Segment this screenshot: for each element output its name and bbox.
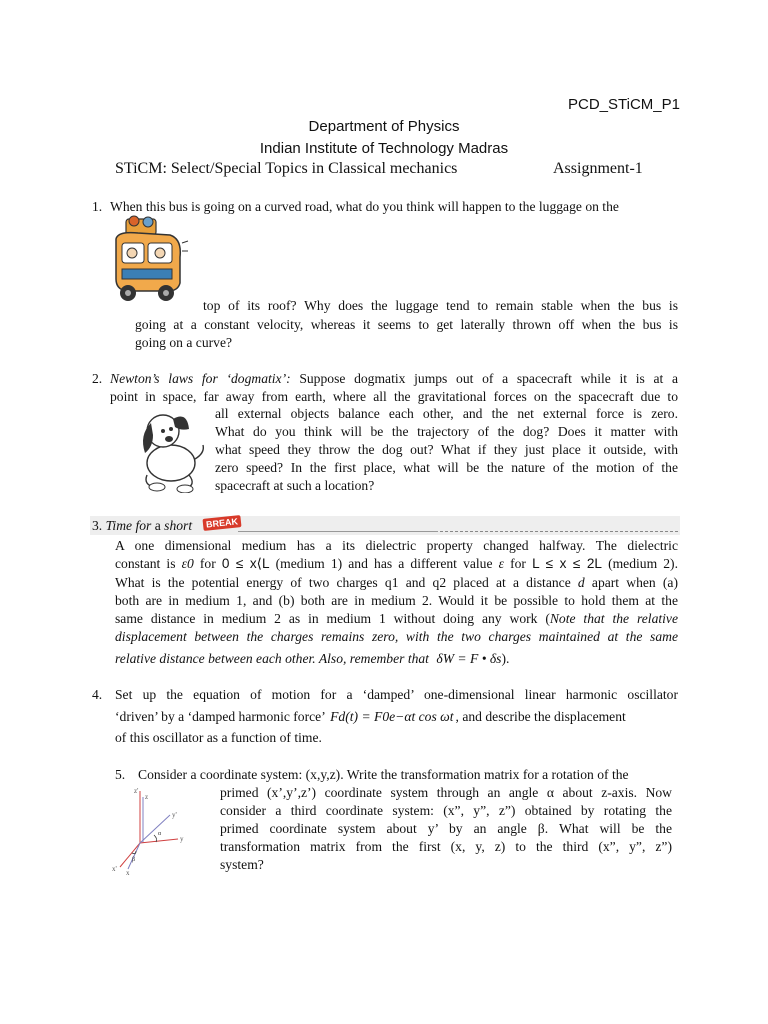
axis-label-x-prime: x': [112, 865, 117, 873]
q3-line4: both are in medium 1, and (b) both are in medium 2. Would it be possible to hold them at the: [115, 593, 678, 608]
axis-label-y: y: [180, 835, 184, 843]
driving-force-formula: Fd(t) = F0e−αt cos ωt: [330, 709, 454, 724]
angle-label-alpha: α: [158, 831, 162, 837]
q4-line1: Set up the equation of motion for a ‘damped’ one-dimensional linear harmonic oscillator: [115, 687, 678, 702]
q2-line1: [110, 370, 678, 388]
axis-label-z: z: [145, 793, 149, 801]
q3-time-for: Time for: [105, 518, 152, 533]
q5-line2: primed (x’,y’,z’) coordinate system through an angle α about z-axis. Now: [220, 785, 672, 800]
q1-line3: going at a constant velocity, whereas it seems to get laterally thrown off when the bus is: [135, 317, 678, 332]
epsilon-zero: ε0: [181, 556, 194, 571]
q5-line5: transformation matrix from the first (x, y, z) to the third (x”, y”, z”): [220, 839, 672, 854]
q1-line4: going on a curve?: [135, 335, 233, 350]
q5-line1: Consider a coordinate system: (x,y,z). Write the transformation matrix for a rotation of the: [138, 767, 629, 782]
q3-heading: [92, 517, 192, 535]
q3-line7-b: ).: [501, 651, 510, 666]
epsilon: ε: [498, 556, 504, 571]
q2-line6: zero speed? In the first place, what will be the nature of the motion of the: [215, 460, 678, 475]
course-title: STiCM: Select/Special Topics in Classical mechanics: [115, 160, 458, 177]
q3-line7-a: relative distance between each other. Also, remember that: [115, 651, 433, 666]
q3-line2-e: (medium 2).: [601, 556, 678, 571]
q3-line3-a: What is the potential energy of two charges q1 and q2 placed at a distance: [115, 575, 578, 590]
q4-line3: of this oscillator as a function of time.: [115, 730, 322, 745]
q3-rule-dashed: [440, 531, 678, 532]
axis-label-x: x: [126, 869, 130, 875]
q4-line2: [115, 708, 678, 726]
q2-line2: point in space, far away from earth, where all the gravitational forces on the spacecraft due to: [110, 389, 678, 404]
q3-line5-b: Note that the relative: [549, 611, 678, 626]
break-badge: BREAK: [202, 515, 241, 531]
q3-short: short: [164, 518, 193, 533]
q1-line2: top of its roof? Why does the luggage tend to remain stable when the bus is: [203, 298, 678, 313]
q2-line3: all external objects balance each other, and the net external force is zero.: [215, 406, 678, 421]
q5-line6: system?: [220, 857, 264, 872]
q3-line3-b: apart when (a): [584, 575, 678, 590]
q3-line6: displacement between the charges remains zero, with the two charges maintained at the same: [115, 629, 678, 644]
axis-label-y-prime: y': [172, 811, 177, 819]
q4-line2-b: , and describe the displacement: [455, 709, 626, 724]
department-title: Department of Physics: [308, 118, 460, 135]
axis-label-z-prime: z': [134, 787, 139, 795]
q2-line5: what speed they throw the dog out? What if they just place it outside, with: [215, 442, 678, 457]
q5-line4: primed coordinate system about y’ by an angle β. What will be the: [220, 821, 672, 836]
q3-line3: [115, 574, 678, 592]
q2-title: Newton’s laws for ‘dogmatix’:: [110, 371, 291, 386]
distance-d: d: [577, 575, 585, 590]
doc-code: PCD_STiCM_P1: [568, 96, 680, 113]
q3-line1: A one dimensional medium has a its dielectric property changed halfway. The dielectric: [115, 538, 678, 553]
q4-line2-a: ‘driven’ by a ‘damped harmonic force’: [115, 709, 329, 724]
q3-line2-c: (medium 1) and has a different value: [269, 556, 499, 571]
q3-line2-d: for: [503, 556, 533, 571]
angle-label-beta: β: [132, 857, 136, 863]
q3-line7: [115, 650, 509, 668]
q2-line7: spacecraft at such a location?: [215, 478, 375, 493]
q3-a: a: [151, 518, 165, 533]
range-medium-2: L ≤ x ≤ 2L: [532, 556, 602, 571]
q5-number: 5.: [115, 767, 126, 782]
q2-line1-text: Suppose dogmatix jumps out of a spacecraft while it is at a: [290, 371, 679, 386]
dog-illustration: [133, 405, 208, 493]
q1-number: 1.: [92, 199, 103, 214]
q3-line2: [115, 555, 678, 573]
q3-line2-b: for: [193, 556, 222, 571]
q3-line2-a: constant is: [115, 556, 182, 571]
q3-line5: [115, 610, 678, 628]
q4-number: 4.: [92, 687, 103, 702]
coordinate-rotation-diagram: [110, 783, 190, 875]
q3-rule-solid: [238, 531, 438, 532]
q2-number: 2.: [92, 371, 103, 386]
q3-number: 3.: [92, 518, 103, 533]
q2-line4: What do you think will be the trajectory of the dog? Does it matter with: [215, 424, 678, 439]
assignment-label: Assignment-1: [553, 160, 643, 177]
work-formula: δW = F • δs: [436, 651, 502, 666]
q5-line3: consider a third coordinate system: (x”, y”, z”) obtained by rotating the: [220, 803, 672, 818]
q1-line1: When this bus is going on a curved road, what do you think will happen to the luggage on the: [110, 199, 619, 214]
q3-line5-a: same distance in medium 2 as in medium 1 without doing any work (: [115, 611, 550, 626]
bus-illustration: [108, 213, 190, 305]
institute-title: Indian Institute of Technology Madras: [259, 140, 509, 157]
range-medium-1: 0 ≤ x⟨L: [221, 556, 270, 571]
